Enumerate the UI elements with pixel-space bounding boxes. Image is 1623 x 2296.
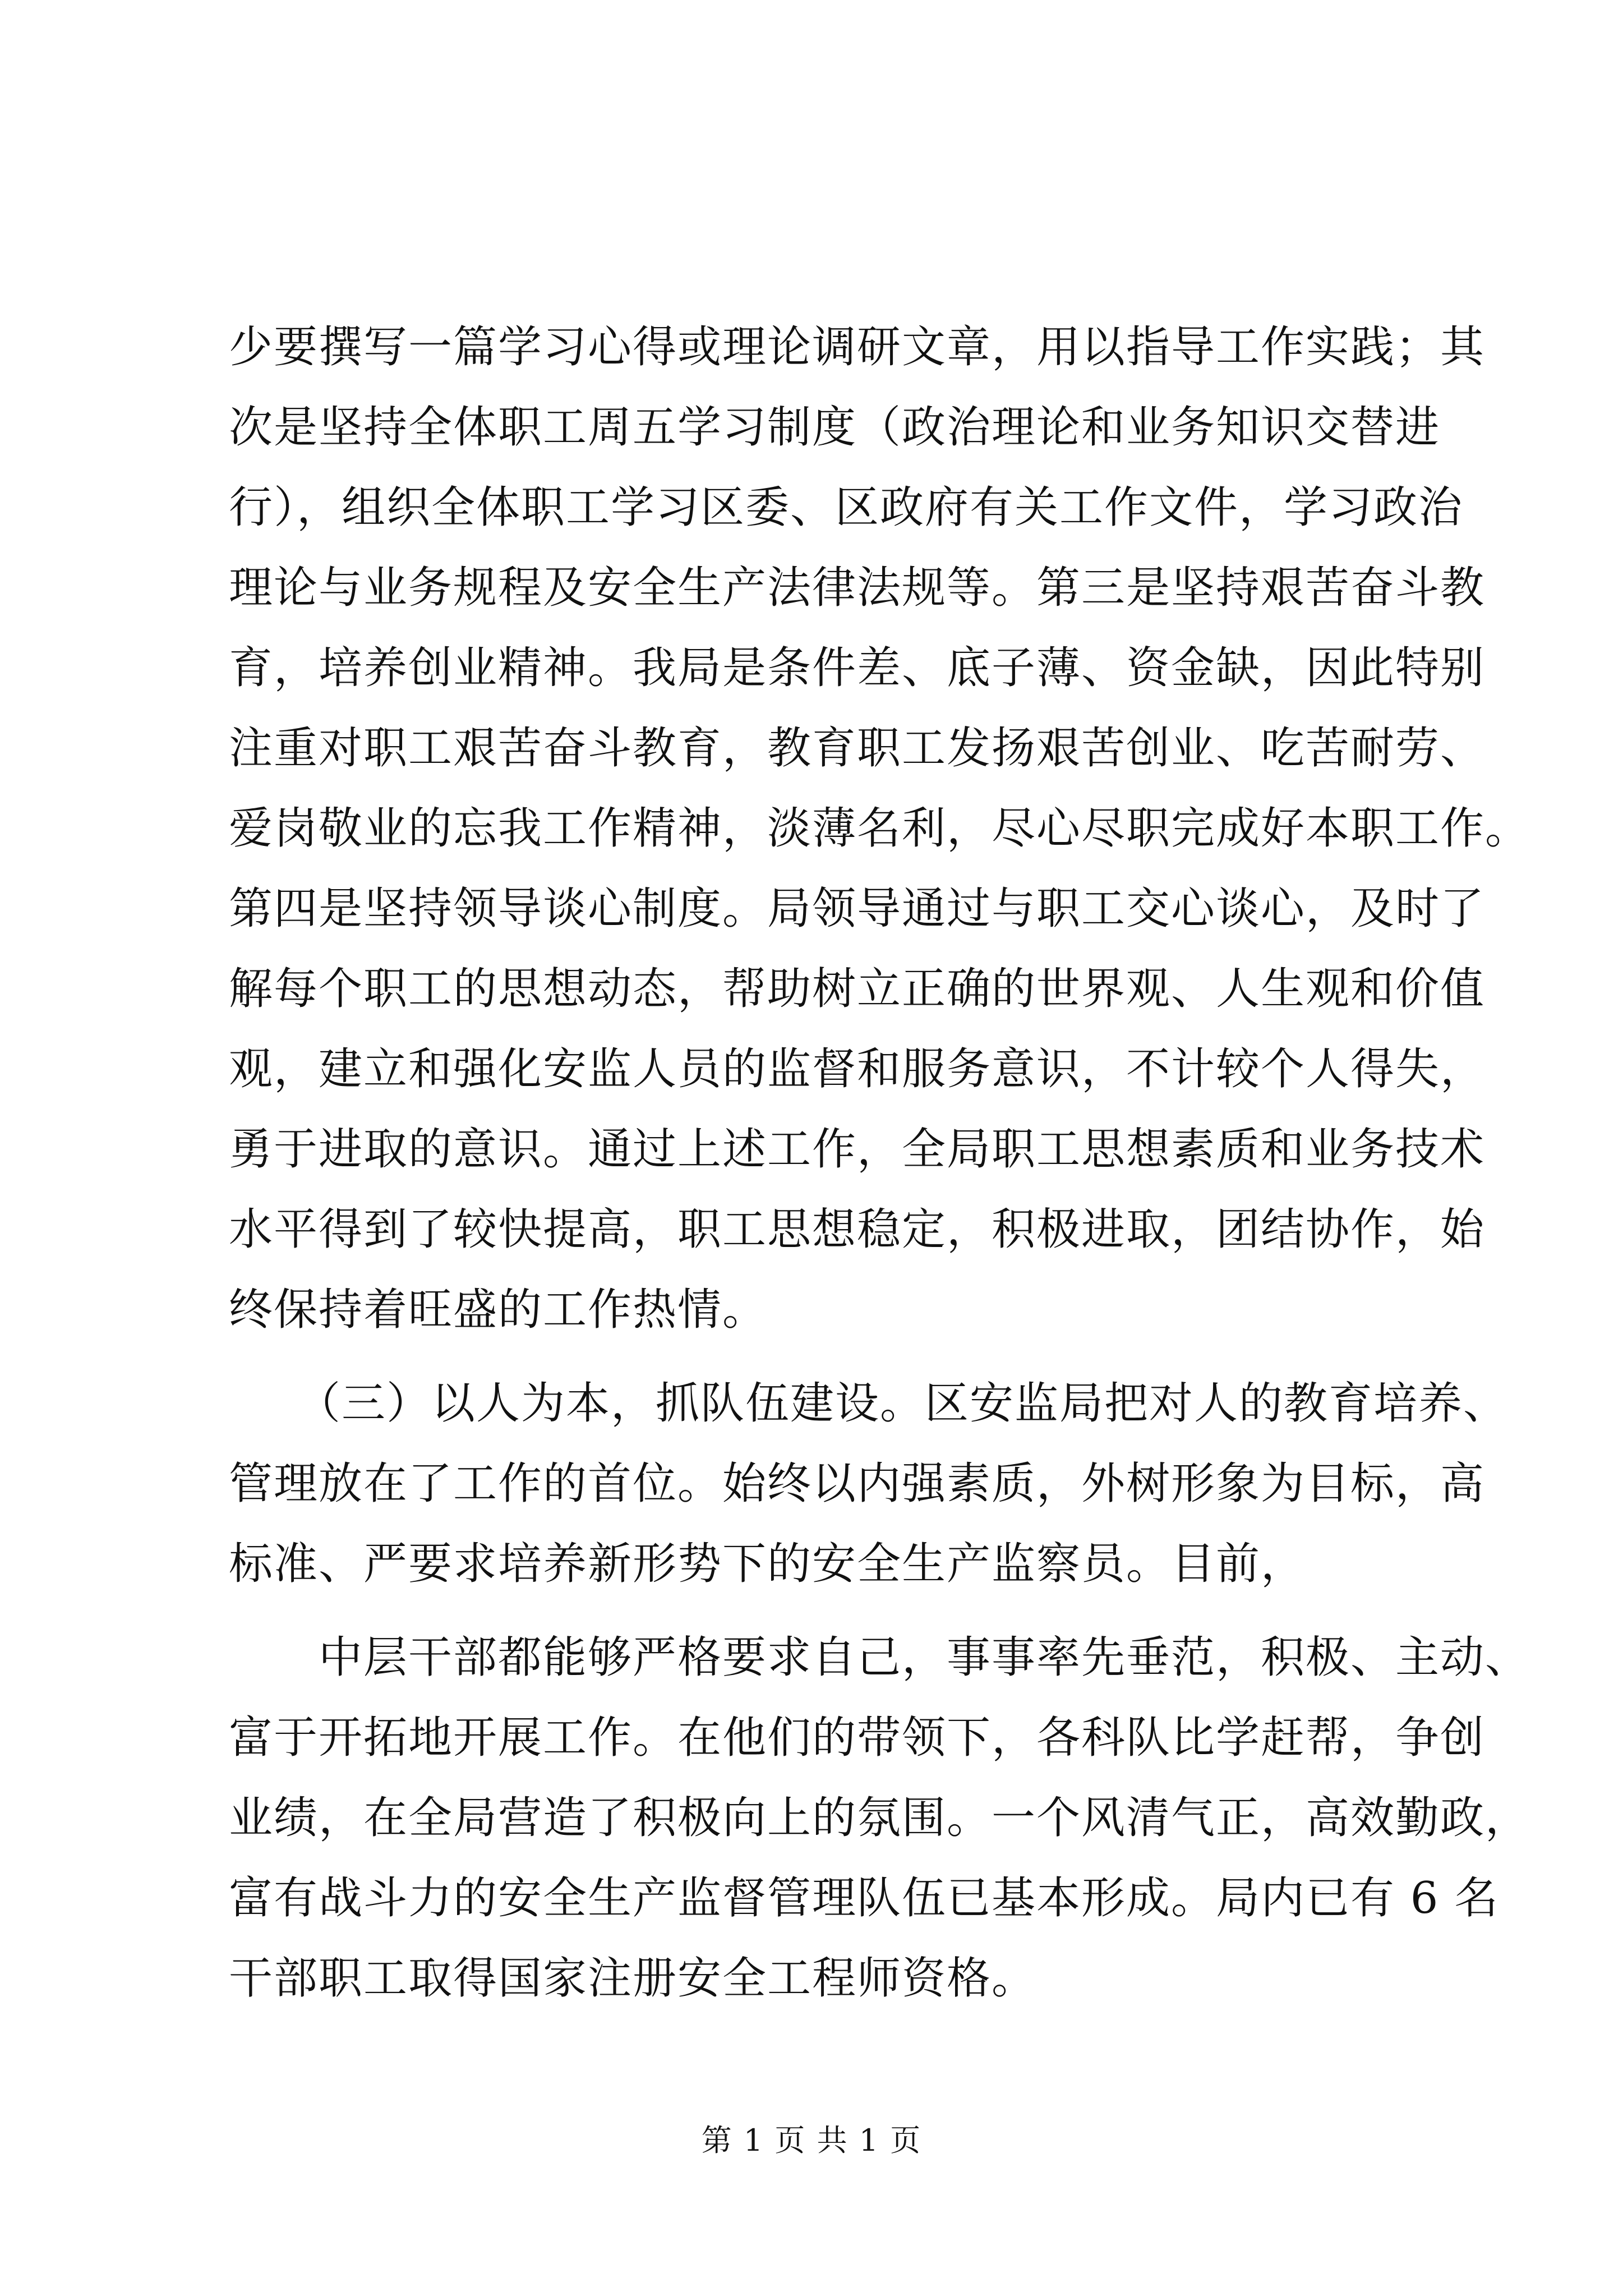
body-line: 解每个职工的思想动态，帮助树立正确的世界观、人生观和价值 bbox=[229, 964, 1486, 1014]
paragraph-gap bbox=[229, 1604, 1418, 1618]
body-line: （三）以人为本，抓队伍建设。区安监局把对人的教育培养、 bbox=[229, 1378, 1509, 1429]
body-line: 观，建立和强化安监人员的监督和服务意识，不计较个人得失， bbox=[229, 1044, 1486, 1094]
body-line: 标准、严要求培养新形势下的安全生产监察员。目前， bbox=[229, 1539, 1306, 1589]
body-line: 次是坚持全体职工周五学习制度（政治理论和业务知识交替进 bbox=[229, 402, 1441, 453]
body-line: 勇于进取的意识。通过上述工作，全局职工思想素质和业务技术 bbox=[229, 1124, 1486, 1175]
body-line: 爱岗敬业的忘我工作精神，淡薄名利，尽心尽职完成好本职工作。 bbox=[229, 803, 1530, 854]
body-line: 富于开拓地开展工作。在他们的带领下，各科队比学赶帮，争创 bbox=[229, 1713, 1486, 1763]
body-line: 管理放在了工作的首位。始终以内强素质，外树形象为目标，高 bbox=[229, 1458, 1486, 1509]
body-line: 注重对职工艰苦奋斗教育，教育职工发扬艰苦创业、吃苦耐劳、 bbox=[229, 723, 1486, 774]
body-line: 水平得到了较快提高，职工思想稳定，积极进取，团结协作，始 bbox=[229, 1204, 1486, 1255]
body-line: 终保持着旺盛的工作热情。 bbox=[229, 1285, 768, 1335]
body-line: 行），组织全体职工学习区委、区政府有关工作文件，学习政治 bbox=[229, 482, 1464, 533]
body-line: 干部职工取得国家注册安全工程师资格。 bbox=[229, 1953, 1037, 2004]
body-line: 富有战斗力的安全生产监督管理队伍已基本形成。局内已有 6 名 bbox=[229, 1873, 1500, 1924]
body-line: 中层干部都能够严格要求自己，事事率先垂范，积极、主动、 bbox=[229, 1632, 1530, 1683]
document-body bbox=[229, 307, 1530, 2019]
page-footer: 第 1 页 共 1 页 bbox=[701, 2123, 922, 2158]
body-line: 业绩，在全局营造了积极向上的氛围。一个风清气正，高效勤政， bbox=[229, 1793, 1530, 1843]
paragraph-gap bbox=[229, 1350, 1418, 1364]
body-line: 少要撰写一篇学习心得或理论调研文章，用以指导工作实践；其 bbox=[229, 322, 1486, 372]
body-line: 育，培养创业精神。我局是条件差、底子薄、资金缺，因此特别 bbox=[229, 643, 1486, 693]
body-line: 理论与业务规程及安全生产法律法规等。第三是坚持艰苦奋斗教 bbox=[229, 563, 1486, 613]
body-line: 第四是坚持领导谈心制度。局领导通过与职工交心谈心，及时了 bbox=[229, 884, 1486, 934]
